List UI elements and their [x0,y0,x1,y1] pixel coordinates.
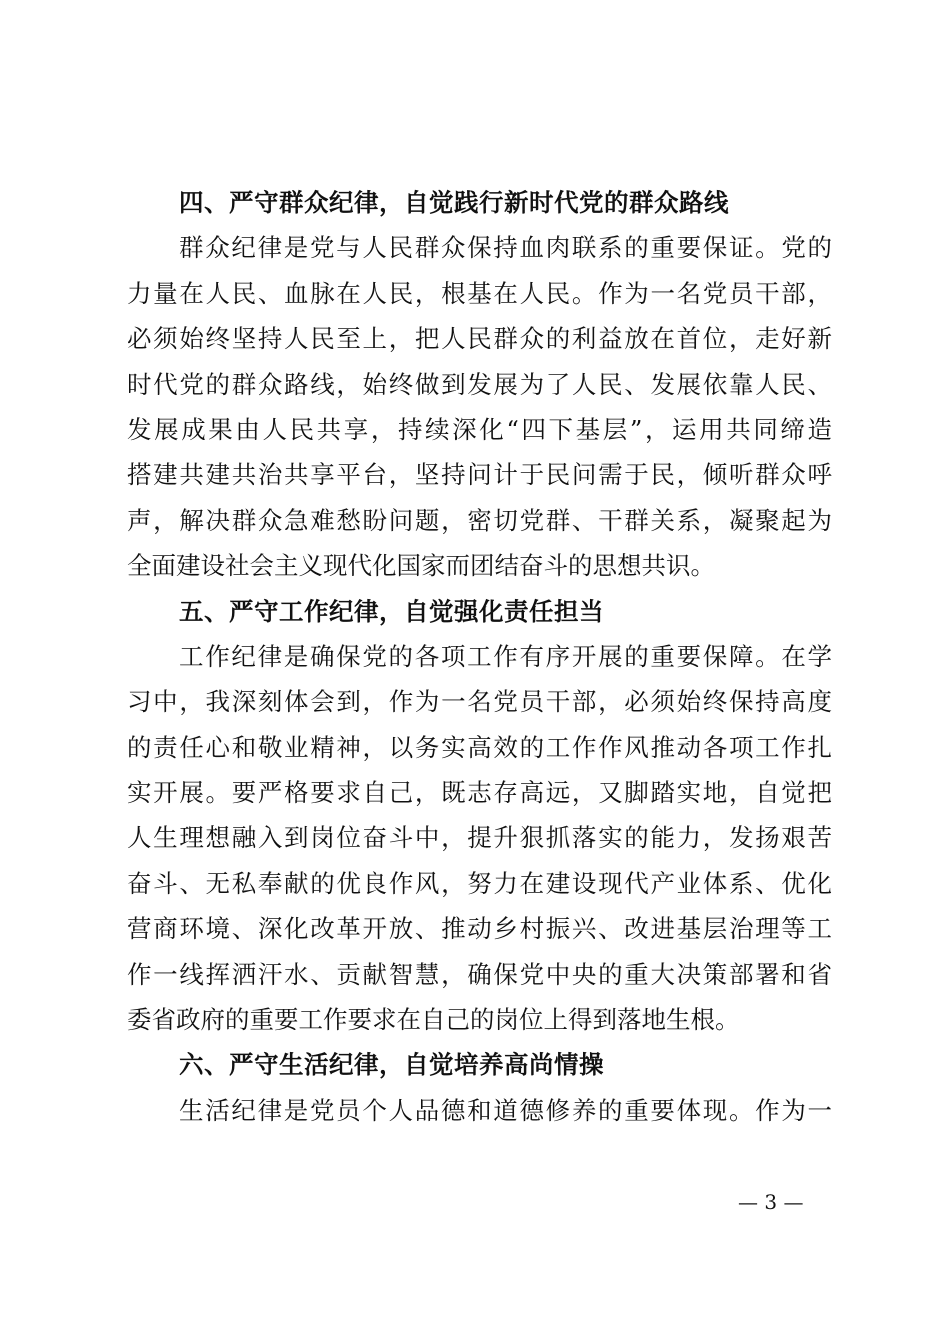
paragraph-line: 委省政府的重要工作要求在自己的岗位上得到落地生根。 [127,1005,740,1035]
paragraph-line: 生 活 纪 律 是 党 员 个 人 品 德 和 道 德 修 养 的 重 要 体 现 。 作 为 一 [179,1095,832,1125]
section-heading: 五、严守工作纪律，自觉强化责任担当 [179,596,604,626]
paragraph [127,634,832,1043]
paragraph-line: 声 ， 解 决 群 众 急 难 愁 盼 问 题 ， 密 切 党 群 、 干 群 关 系 ， 凝 聚 起 为 [127,505,832,535]
paragraph-line: 的 责 任 心 和 敬 业 精 神 ， 以 务 实 高 效 的 工 作 作 风 推 动 各 项 工 作 扎 [127,732,832,762]
paragraph-line: 发 展 成 果 由 人 民 共 享 ， 持 续 深 化 “ 四 下 基 层 ” ， 运 用 共 同 缔 造 [127,414,832,444]
document-body [127,180,832,1133]
paragraph [127,225,832,588]
paragraph-line: 群 众 纪 律 是 党 与 人 民 群 众 保 持 血 肉 联 系 的 重 要 保 证 。 党 的 [179,233,832,263]
paragraph-line: 习 中 ， 我 深 刻 体 会 到 ， 作 为 一 名 党 员 干 部 ， 必 须 始 终 保 持 高 度 [127,687,832,717]
paragraph-line: 作 一 线 挥 洒 汗 水 、 贡 献 智 慧 ， 确 保 党 中 央 的 重 大 决 策 部 署 和 省 [127,959,832,989]
paragraph-line: 营 商 环 境 、 深 化 改 革 开 放 、 推 动 乡 村 振 兴 、 改 进 基 层 治 理 等 工 [127,914,832,944]
section-heading: 六、严守生活纪律，自觉培养高尚情操 [179,1050,604,1080]
paragraph [127,1088,832,1133]
paragraph-line: 搭 建 共 建 共 治 共 享 平 台 ， 坚 持 问 计 于 民 问 需 于 民 ， 倾 听 群 众 呼 [127,460,832,490]
paragraph-line: 时 代 党 的 群 众 路 线 ， 始 终 做 到 发 展 为 了 人 民 、 发 展 依 靠 人 民 、 [127,369,832,399]
paragraph-line: 必 须 始 终 坚 持 人 民 至 上 ， 把 人 民 群 众 的 利 益 放 在 首 位 ， 走 好 新 [127,324,832,354]
paragraph-line: 实 开 展 。 要 严 格 要 求 自 己 ， 既 志 存 高 远 ， 又 脚 踏 实 地 ， 自 觉 把 [127,778,832,808]
paragraph-line: 力 量 在 人 民 、 血 脉 在 人 民 ， 根 基 在 人 民 。 作 为 一 名 党 员 干 部 ， [127,278,832,308]
paragraph-line: 工 作 纪 律 是 确 保 党 的 各 项 工 作 有 序 开 展 的 重 要 保 障 。 在 学 [179,641,832,671]
paragraph-line: 人 生 理 想 融 入 到 岗 位 奋 斗 中 ， 提 升 狠 抓 落 实 的 能 力 ， 发 扬 艰 苦 [127,823,832,853]
paragraph-line: 全面建设社会主义现代化国家而团结奋斗的思想共识。 [127,551,715,581]
section-heading: 四、严守群众纪律，自觉践行新时代党的群众路线 [179,188,729,217]
paragraph-line: 奋 斗 、 无 私 奉 献 的 优 良 作 风 ， 努 力 在 建 设 现 代 产 业 体 系 、 优 化 [127,868,832,898]
page-number: — 3 — [738,1190,804,1214]
